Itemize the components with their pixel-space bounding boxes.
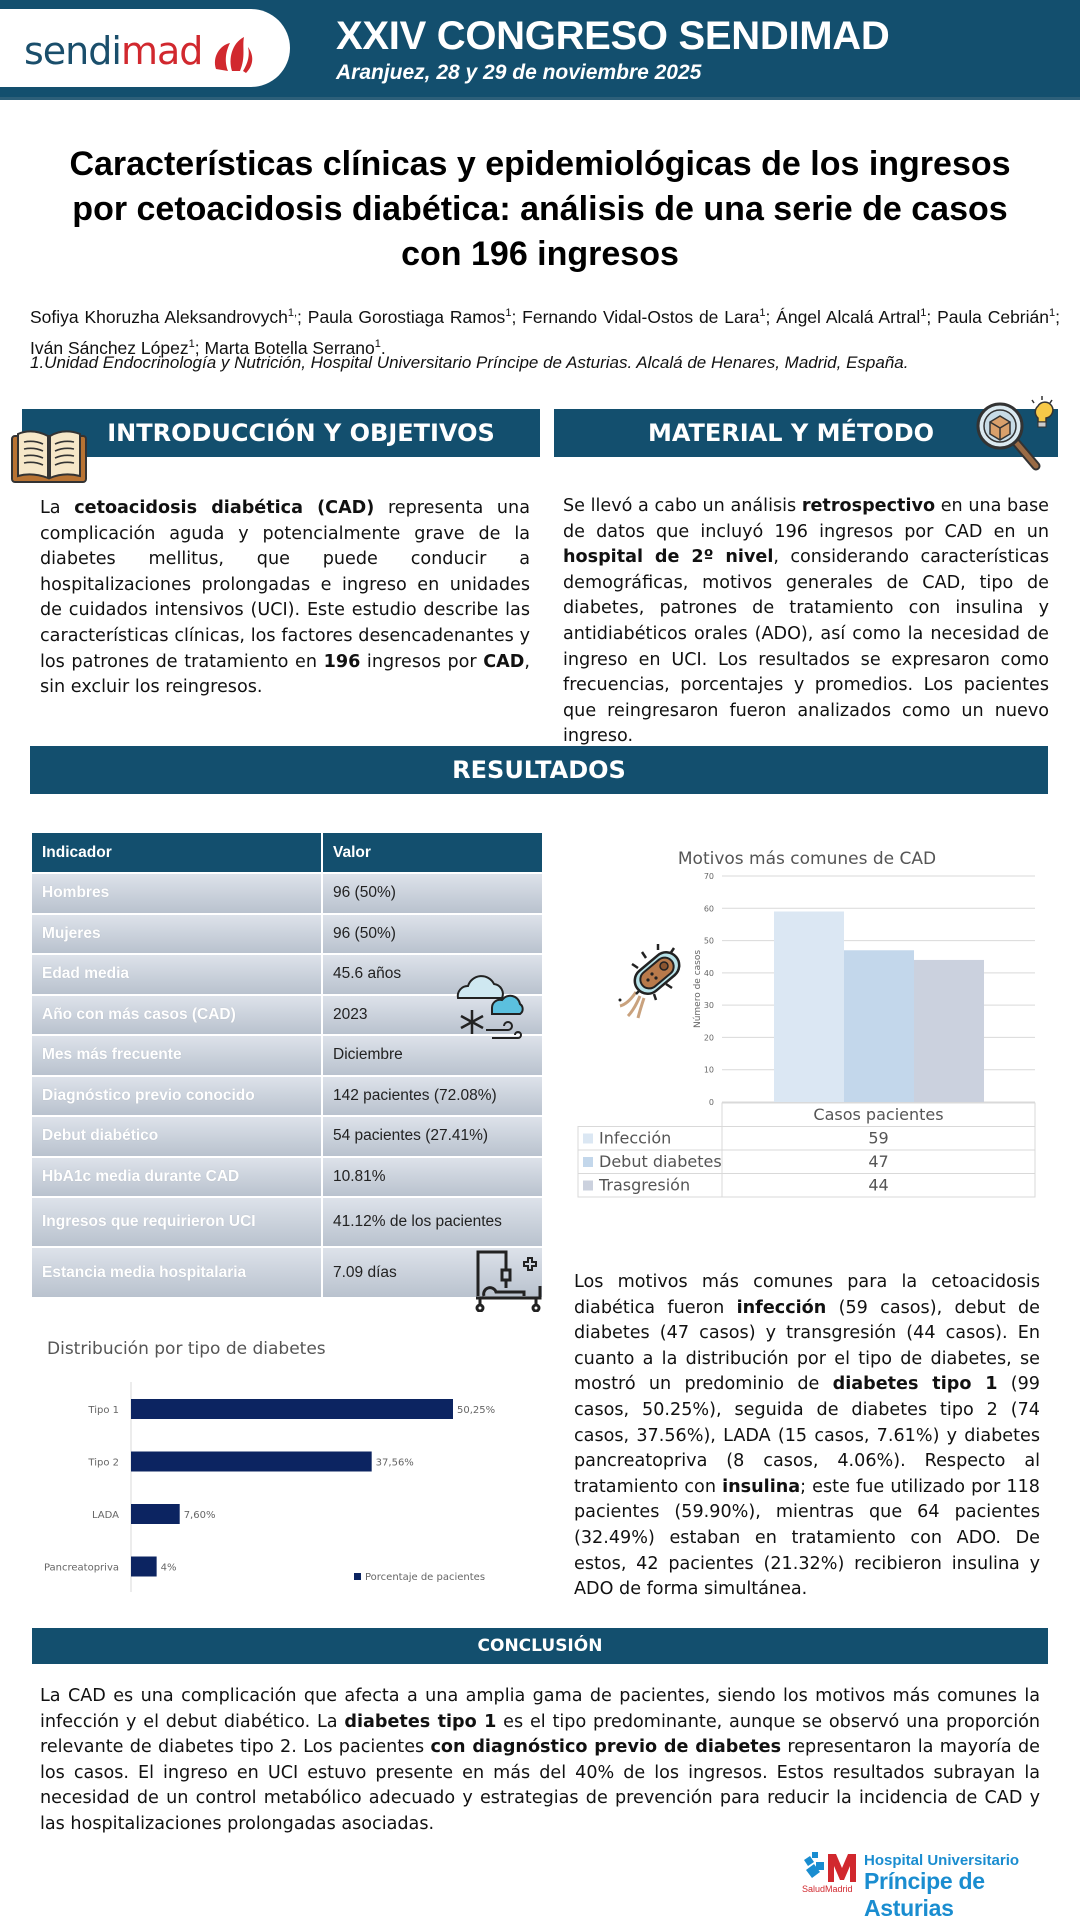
emphasis-text: insulina [722, 1476, 801, 1497]
indicator-cell: Mes más frecuente [32, 1035, 322, 1076]
column-header-indicator: Indicador [32, 833, 322, 873]
bar-tipo-2 [131, 1452, 372, 1472]
indicator-cell: Edad media [32, 954, 322, 995]
body-text: La CAD es una complicación que afecta a una amplia gama de pacientes, siendo los motivos más comunes la infección y el debut diabético. La [40, 1686, 1040, 1732]
conclusion-paragraph [40, 1684, 1040, 1838]
emphasis-text: CAD [483, 651, 525, 672]
hospital-logo [802, 1850, 1062, 1920]
salud-madrid-label: SaludMadrid [802, 1884, 853, 1894]
indicator-cell: Diagnóstico previo conocido [32, 1076, 322, 1117]
emphasis-text: cetoacidosis diabética (CAD) [74, 498, 375, 518]
value-cell: 45.6 años [322, 954, 542, 995]
bar-value-label: 7,60% [183, 1510, 216, 1521]
emphasis-text: infección [736, 1297, 827, 1318]
bar-infección [774, 912, 844, 1102]
table-row [32, 1197, 542, 1247]
body-text: ; este fue utilizado por 118 pacientes (59.90%), mientras que 64 pacientes (32.49%) estaban en tratamiento con ADO. De estos, 42 pacientes (21.32%) recibieron insulina y ADO de forma simultánea. [574, 1476, 1040, 1600]
open-book-icon [10, 428, 88, 484]
body-text: La [40, 498, 75, 518]
legend-label: Infección [599, 1128, 672, 1148]
indicator-cell: Mujeres [32, 914, 322, 955]
data-value-label: 44 [868, 1175, 889, 1195]
indicator-cell: Hombres [32, 873, 322, 914]
table-row [32, 1247, 542, 1297]
emphasis-text: hospital de 2º nivel [563, 547, 774, 568]
snow-weather-icon [452, 968, 526, 1042]
motivos-chart [570, 840, 1040, 1220]
y-tick-label: 0 [708, 1098, 714, 1107]
section-header-conclusion: CONCLUSIÓN [32, 1628, 1048, 1664]
section-header-method: MATERIAL Y MÉTODO [554, 409, 1058, 457]
value-cell: 96 (50%) [322, 873, 542, 914]
sendimad-logo-text: sendimad [24, 29, 203, 73]
author-name: Paula Gorostiaga Ramos$^1$ [307, 306, 512, 327]
hospital-name-line1: Hospital Universitario [864, 1852, 1020, 1869]
bar-lada [131, 1504, 180, 1524]
value-cell: 7.09 días [322, 1247, 542, 1297]
body-text: Los motivos más comunes para la cetoacidosis diabética fueron [574, 1272, 1040, 1318]
hospital-bed-icon [472, 1246, 544, 1312]
body-text: (59 casos), debut de diabetes (47 casos) y transgresión (44 casos). En cuanto a la distribución por el tipo de diabetes, se mostró un predominio de [574, 1297, 1040, 1395]
section-header-results: RESULTADOS [30, 746, 1048, 794]
value-cell: 10.81% [322, 1157, 542, 1198]
legend-swatch [583, 1181, 593, 1191]
bar-debut-diabetes [844, 950, 914, 1102]
author-list: Sofiya Khoruzha Aleksandrovych$^{1,}$; Paula Gorostiaga Ramos$^1$; Fernando Vidal-Ostos de Lara$^1$; Ángel Alcalá Artral$^1$; Paula Cebrián$^1$; Iván Sánchez López$^1$; Marta Botella Serrano$^1$. [30, 306, 1060, 358]
data-value-label: 59 [868, 1128, 889, 1148]
value-cell: 142 pacientes (72.08%) [322, 1076, 542, 1117]
category-label: Pancreatopriva [43, 1562, 119, 1574]
emphasis-text: con diagnóstico previo de diabetes [430, 1737, 782, 1758]
legend-label: Trasgresión [599, 1175, 691, 1195]
sendimad-logo [0, 9, 290, 87]
body-text: representaron la mayoría de los casos. El ingreso en UCI estuvo presente en más del 40% de los ingresos. Estos resultados subrayan la necesidad de un control metabólico adecuado y estrategias de prevención para reducir la incidencia de CAD y las hospitalizaciones prolongadas asociadas. [40, 1737, 1040, 1834]
bacterium-icon [616, 944, 686, 1020]
indicator-cell: Ingresos que requirieron UCI [32, 1197, 322, 1247]
y-tick-label: 50 [703, 936, 714, 946]
value-cell: 41.12% de los pacientes [322, 1197, 542, 1247]
emphasis-text: 196 [323, 651, 361, 672]
legend-swatch [583, 1134, 593, 1144]
author-name: Fernando Vidal-Ostos de Lara$^1$ [522, 306, 766, 327]
category-label: LADA [91, 1510, 119, 1521]
value-cell: 96 (50%) [322, 914, 542, 955]
author-name: Paula Cebrián$^1$ [937, 306, 1056, 327]
body-text: , considerando características demográficas, motivos generales de CAD, tipo de diabetes, patrones de tratamiento con insulina y antidiabéticos orales (ADO), así como la necesidad de ingreso en UCI. Los resultados se expresaron como frecuencias, porcentajes y promedios. Los pacientes que reingresaron fueron analizados como un nuevo ingreso. [563, 547, 1049, 747]
body-text: es el tipo predominante, aunque se observó una proporción relevante de diabetes tipo 2. Los pacientes [40, 1711, 1041, 1758]
bar-trasgresión [914, 960, 984, 1102]
y-tick-label: 60 [703, 904, 714, 914]
congress-subtitle: Aranjuez, 28 y 29 de noviembre 2025 [336, 61, 702, 84]
bar-tipo-1 [131, 1399, 453, 1419]
table-row [32, 1116, 542, 1157]
y-tick-label: 20 [703, 1033, 714, 1043]
body-text: en una base de datos que incluyó 196 ingresos por CAD en un [563, 496, 1049, 542]
chart-title: Motivos más comunes de CAD [677, 849, 937, 869]
bar-pancreatopriva [131, 1557, 157, 1577]
poster-title: Características clínicas y epidemiológicas de los ingresos por cetoacidosis diabética: análisis de una serie de casos con 196 ingresos [69, 145, 1011, 273]
legend-swatch [583, 1157, 593, 1167]
author-name: Ángel Alcalá Artral$^1$ [776, 306, 927, 327]
table-row [32, 914, 542, 955]
emphasis-text: retrospectivo [801, 496, 936, 516]
affiliation: 1.Unidad Endocrinología y Nutrición, Hospital Universitario Príncipe de Asturias. Alcalá de Henares, Madrid, España. [30, 353, 909, 372]
body-text: ingresos por [360, 651, 484, 672]
value-cell: Diciembre [322, 1035, 542, 1076]
data-value-label: 47 [868, 1152, 889, 1171]
legend-label: Porcentaje de pacientes [365, 1572, 486, 1583]
indicator-cell: Debut diabético [32, 1116, 322, 1157]
emphasis-text: diabetes tipo 1 [344, 1711, 497, 1732]
value-cell: 54 pacientes (27.41%) [322, 1116, 542, 1157]
body-text: (99 casos, 50.25%), seguida de diabetes tipo 2 (74 casos, 37.56%), LADA (15 casos, 7.61%) y diabetes pancreatopriva (8 casos, 4.06%). Respecto al tratamiento con [574, 1374, 1041, 1497]
table-row [32, 1076, 542, 1117]
congress-title: XXIV CONGRESO SENDIMAD [336, 14, 890, 58]
salud-madrid-logo-icon [802, 1850, 860, 1884]
diabetes-type-chart [20, 1330, 540, 1600]
emphasis-text: diabetes tipo 1 [832, 1374, 998, 1395]
chart-title: Distribución por tipo de diabetes [47, 1339, 326, 1359]
section-header-intro: INTRODUCCIÓN Y OBJETIVOS [22, 409, 540, 457]
results-paragraph [574, 1270, 1040, 1603]
column-header-value: Valor [322, 833, 542, 873]
y-axis-label: Número de casos [693, 949, 703, 1029]
body-text: Se llevó a cabo un análisis [563, 496, 802, 516]
body-text: , sin excluir los reingresos. [40, 651, 530, 698]
bar-value-label: 37,56% [375, 1457, 414, 1469]
value-cell: 2023 [322, 995, 542, 1036]
method-paragraph [563, 494, 1049, 750]
table-row [32, 873, 542, 914]
indicators-table [32, 833, 542, 1297]
table-header-row [32, 833, 542, 873]
legend-swatch [354, 1573, 361, 1580]
y-tick-label: 40 [703, 968, 714, 978]
hospital-name-line2: Príncipe de Asturias [864, 1868, 985, 1920]
header-divider [0, 97, 1080, 100]
flame-logo-icon [210, 33, 256, 75]
intro-paragraph [40, 496, 530, 701]
indicator-cell: HbA1c media durante CAD [32, 1157, 322, 1198]
category-label: Tipo 2 [88, 1457, 119, 1469]
author-name: Sofiya Khoruzha Aleksandrovych$^{1,}$ [30, 306, 298, 327]
y-tick-label: 10 [703, 1065, 714, 1075]
author-name: Iván Sánchez López$^1$ [30, 337, 195, 358]
bar-value-label: 4% [160, 1562, 177, 1574]
x-category-label: Casos pacientes [813, 1105, 944, 1124]
body-text: representa una complicación aguda y potencialmente grave de la diabetes mellitus, que puede conducir a hospitalizaciones prolongadas e ingreso en unidades de cuidados intensivos (UCI). Este estudio describe las características clínicas, los factores desencadenantes y los patrones de tratamiento en [40, 498, 530, 672]
y-tick-label: 70 [703, 872, 714, 881]
magnifier-box-icon [976, 396, 1056, 474]
bar-value-label: 50,25% [457, 1405, 496, 1416]
y-tick-label: 30 [703, 1001, 714, 1011]
category-label: Tipo 1 [88, 1405, 119, 1416]
indicator-cell: Estancia media hospitalaria [32, 1247, 322, 1297]
table-row [32, 1157, 542, 1198]
indicator-cell: Año con más casos (CAD) [32, 995, 322, 1036]
author-name: Marta Botella Serrano$^1$ [204, 337, 381, 358]
legend-label: Debut diabetes [599, 1152, 722, 1171]
